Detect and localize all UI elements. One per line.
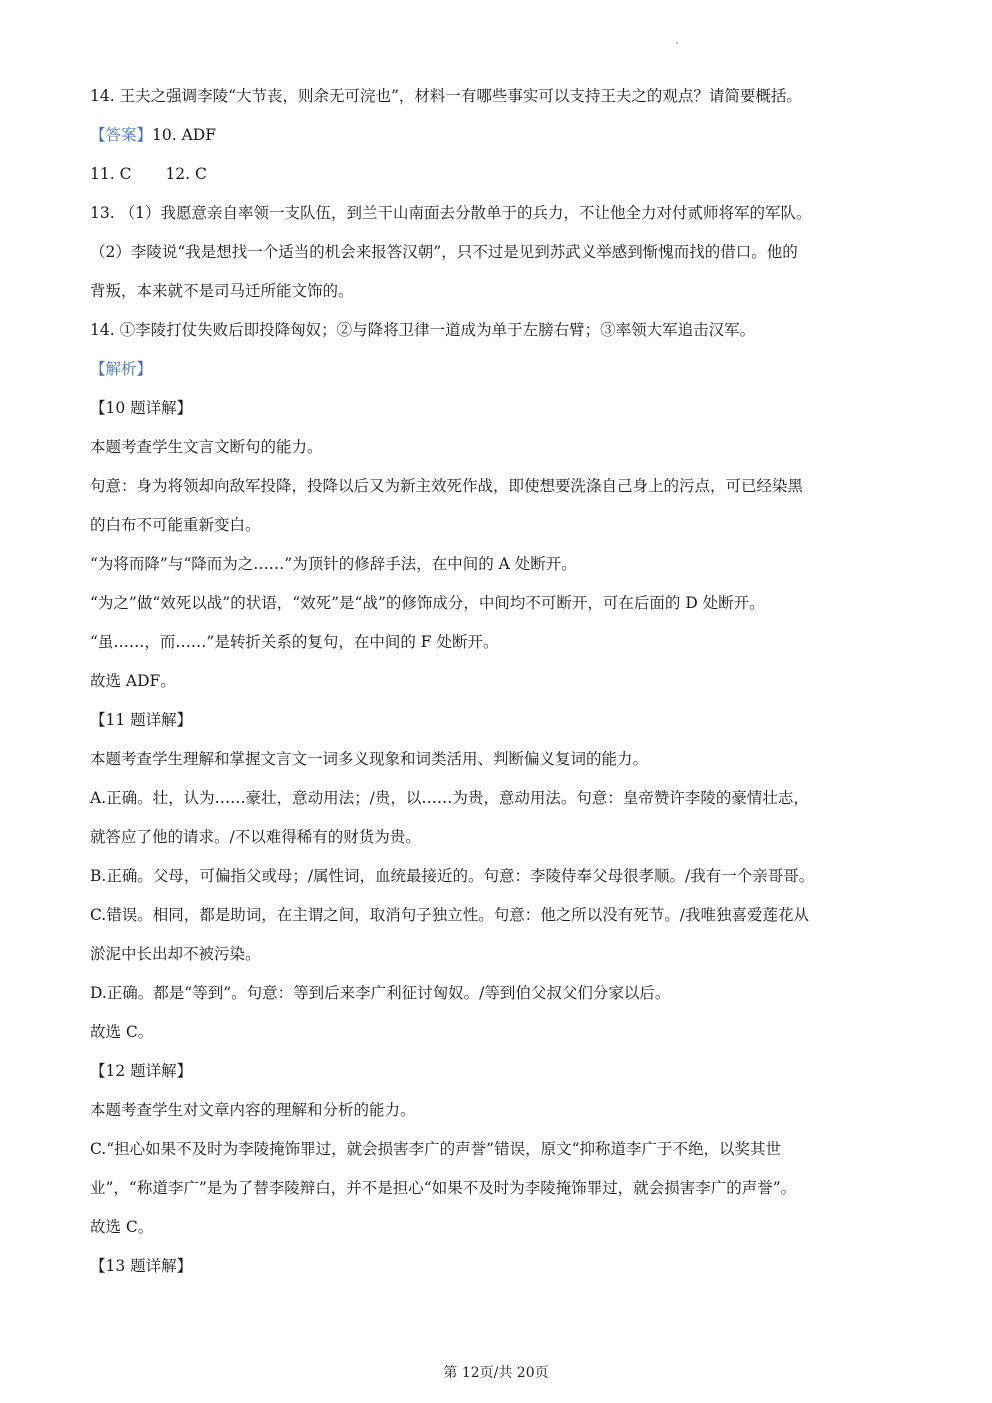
q11-option-c-cont: 淤泥中长出却不被污染。 (90, 945, 261, 963)
q11-option-b: B.正确。父母，可偏指父或母；/属性词，血统最接近的。句意：李陵侍奉父母很孝顺。/我有一个亲哥哥。 (90, 867, 815, 885)
heading-q13: 【13 题详解】 (90, 1257, 193, 1275)
q11-conclusion: 故选 C。 (90, 1023, 154, 1041)
answer-10: 10. ADF (152, 126, 216, 144)
answer-line (90, 124, 920, 146)
answer-13-part2-cont: 背叛，本来就不是司马迁所能文饰的。 (90, 282, 354, 300)
answer-11: 11. C (90, 165, 132, 183)
q11-option-d: D.正确。都是“等到”。句意：等到后来李广利征讨匈奴。/等到伯父叔父们分家以后。 (90, 984, 671, 1002)
answer-13-part1: 13. （1）我愿意亲自率领一支队伍，到兰干山南面去分散单于的兵力，不让他全力对付贰师将军的军队。 (90, 204, 812, 222)
scan-speck (676, 42, 678, 44)
q10-meaning: 句意：身为将领却向敌军投降，投降以后又为新主效死作战，即使想要洗涤自己身上的污点，可已经染黑 (90, 477, 804, 495)
q10-point-f: “虽……，而……”是转折关系的复句，在中间的 F 处断开。 (90, 633, 499, 651)
answer-tag: 【答案】 (90, 126, 153, 144)
analysis-tag: 【解析】 (90, 360, 153, 378)
answer-11-12 (90, 163, 920, 185)
q11-option-c: C.错误。相同，都是助词，在主谓之间，取消句子独立性。句意：他之所以没有死节。/我唯独喜爱莲花从 (90, 906, 809, 924)
q12-intro: 本题考查学生对文章内容的理解和分析的能力。 (90, 1101, 416, 1119)
question-14: 14. 王夫之强调李陵“大节丧，则余无可浣也”，材料一有哪些事实可以支持王夫之的观点？请简要概括。 (90, 87, 802, 105)
q11-option-a-cont: 就答应了他的请求。/不以难得稀有的财货为贵。 (90, 828, 421, 846)
q12-conclusion: 故选 C。 (90, 1218, 154, 1236)
heading-q10: 【10 题详解】 (90, 399, 193, 417)
q11-option-a: A.正确。壮，认为……豪壮，意动用法；/贵，以……为贵，意动用法。句意：皇帝赞许李陵的豪情壮志， (90, 789, 809, 807)
q10-intro: 本题考查学生文言文断句的能力。 (90, 438, 323, 456)
q10-point-a: “为将而降”与“降而为之……”为顶针的修辞手法，在中间的 A 处断开。 (90, 555, 577, 573)
heading-q12: 【12 题详解】 (90, 1062, 193, 1080)
q10-point-d: “为之”做“效死以战”的状语，“效死”是“战”的修饰成分，中间均不可断开，可在后面的 D 处断开。 (90, 594, 765, 612)
page-number-footer: 第 12页/共 20页 (443, 1365, 549, 1381)
q12-option-c-cont: 业”，“称道李广”是为了替李陵辩白，并不是担心“如果不及时为李陵掩饰罪过，就会损害李广的声誉”。 (90, 1179, 797, 1197)
q12-option-c: C.“担心如果不及时为李陵掩饰罪过，就会损害李广的声誉”错误，原文“抑称道李广于不绝，以奖其世 (90, 1140, 782, 1158)
q11-intro: 本题考查学生理解和掌握文言文一词多义现象和词类活用、判断偏义复词的能力。 (90, 750, 649, 768)
q10-meaning-cont: 的白布不可能重新变白。 (90, 516, 261, 534)
heading-q11: 【11 题详解】 (90, 711, 193, 729)
answer-13-part2: （2）李陵说“我是想找一个适当的机会来报答汉朝”，只不过是见到苏武义举感到惭愧而找的借口。他的 (90, 243, 798, 261)
answer-14: 14. ①李陵打仗失败后即投降匈奴；②与降将卫律一道成为单于左膀右臂；③率领大军追击汉军。 (90, 321, 756, 339)
q10-conclusion: 故选 ADF。 (90, 672, 176, 690)
answer-12: 12. C (165, 165, 207, 183)
